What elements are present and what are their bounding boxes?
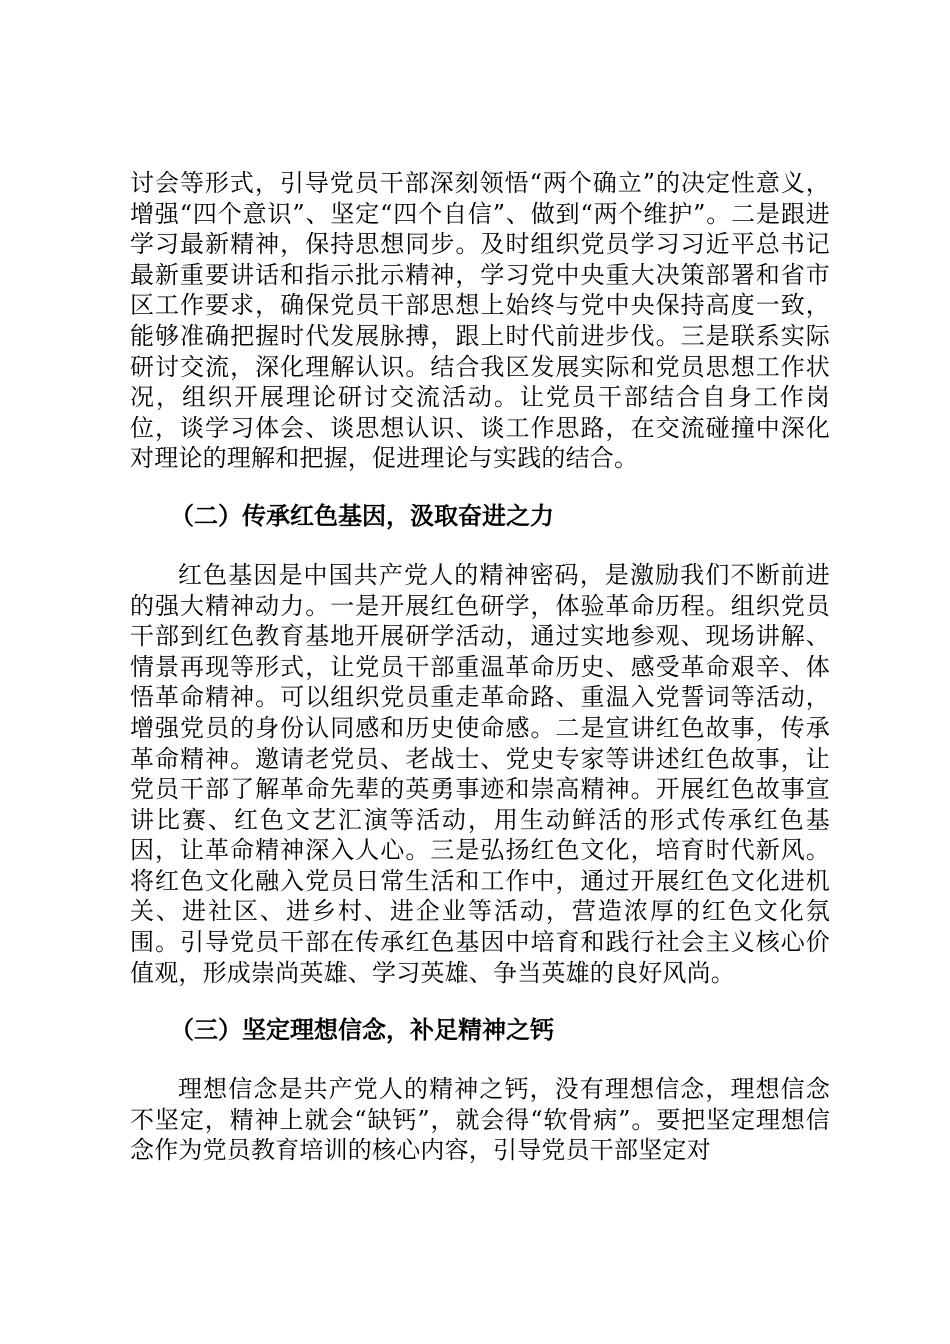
body-paragraph-2: 红色基因是中国共产党人的精神密码，是激励我们不断前进的强大精神动力。一是开展红色研学，体验革命历程。组织党员干部到红色教育基地开展研学活动，通过实地参观、现场讲解、情景再现等形式，让党员干部重温革命历史、感受革命艰辛、体悟革命精神。可以组织党员重走革命路、重温入党誓词等活动，增强党员的身份认同感和历史使命感。二是宣讲红色故事，传承革命精神。邀请老党员、老战士、党史专家等讲述红色故事，让党员干部了解革命先辈的英勇事迹和崇高精神。开展红色故事宣讲比赛、红色文艺汇演等活动，用生动鲜活的形式传承红色基因，让革命精神深入人心。三是弘扬红色文化，培育时代新风。将红色文化融入党员日常生活和工作中，通过开展红色文化进机关、进社区、进乡村、进企业等活动，营造浓厚的红色文化氛围。引导党员干部在传承红色基因中培育和践行社会主义核心价值观，形成崇尚英雄、学习英雄、争当英雄的良好风尚。 [130, 560, 830, 987]
body-paragraph-1: 讨会等形式，引导党员干部深刻领悟“两个确立”的决定性意义，增强“四个意识”、坚定“四个自信”、做到“两个维护”。二是跟进学习最新精神，保持思想同步。及时组织党员学习习近平总书记最新重要讲话和指示批示精神，学习党中央重大决策部署和省市区工作要求，确保党员干部思想上始终与党中央保持高度一致，能够准确把握时代发展脉搏，跟上时代前进步伐。三是联系实际研讨交流，深化理解认识。结合我区发展实际和党员思想工作状况，组织开展理论研讨交流活动。让党员干部结合自身工作岗位，谈学习体会、谈思想认识、谈工作思路，在交流碰撞中深化对理论的理解和把握，促进理论与实践的结合。 [130, 169, 830, 473]
spacer [130, 1045, 830, 1074]
spacer [130, 531, 830, 560]
section-heading-2: （二）传承红色基因，汲取奋进之力 [170, 500, 554, 530]
spacer [130, 988, 830, 1015]
body-paragraph-3: 理想信念是共产党人的精神之钙，没有理想信念，理想信念不坚定，精神上就会“缺钙”，就会得“软骨病”。要把坚定理想信念作为党员教育培训的核心内容，引导党员干部坚定对 [130, 1075, 830, 1165]
section-heading-3: （三）坚定理想信念，补足精神之钙 [170, 1015, 554, 1045]
document-page [130, 168, 830, 1166]
spacer [130, 474, 830, 501]
